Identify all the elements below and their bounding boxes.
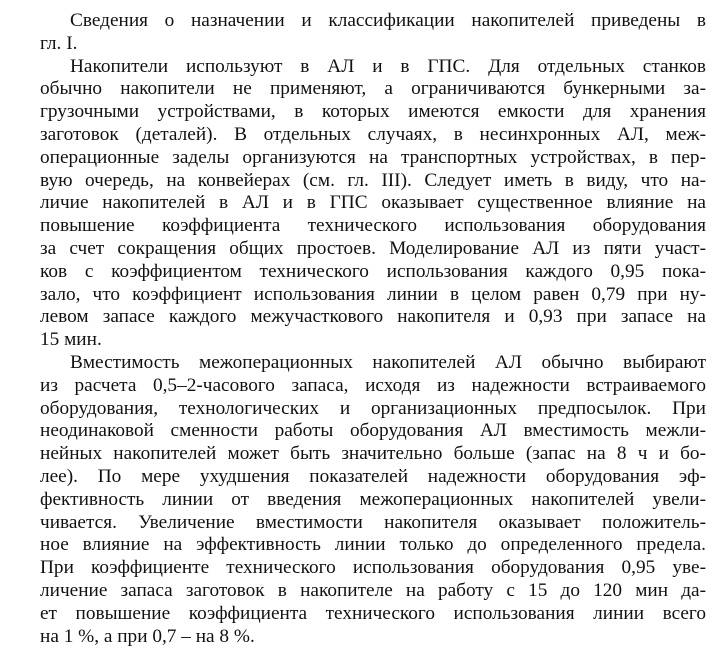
text-line: Накопители используют в АЛ и в ГПС. Для отдельных станков [70, 55, 706, 77]
text-line: левом запасе каждого межучасткового накопителя и 0,93 при запасе на [40, 306, 706, 328]
text-line: ное влияние на эффективность линии только до определенного предела. [40, 534, 706, 556]
text-line: на 1 %, а при 0,7 – на 8 %. [40, 625, 255, 647]
text-line: ет повышение коэффициента технического использования линии всего [40, 602, 706, 624]
text-line: личие накопителей в АЛ и в ГПС оказывает существенное влияние на [40, 192, 706, 214]
text-line: Вместимость межоперационных накопителей АЛ обычно выбирают [70, 351, 706, 373]
text-line: нейных накопителей может быть значительно больше (запас на 8 ч и бо- [40, 443, 706, 465]
text-line: повышение коэффициента технического использования оборудования [40, 215, 706, 237]
text-line: ков с коэффициентом технического использования каждого 0,95 пока- [40, 260, 706, 282]
text-line: зало, что коэффициент использования линии в целом равен 0,79 при ну- [40, 283, 706, 305]
paragraph-3 [40, 352, 706, 648]
text-line: за счет сокращения общих простоев. Моделирование АЛ из пяти участ- [40, 237, 706, 259]
text-line: личение запаса заготовок в накопителе на работу с 15 до 120 мин да- [40, 579, 706, 601]
text-line: чивается. Увеличение вместимости накопителя оказывает положитель- [40, 511, 706, 533]
text-line: оборудования, технологических и организационных предпосылок. При [40, 397, 706, 419]
text-line: Сведения о назначении и классификации накопителей приведены в [70, 10, 706, 31]
text-line: операционные заделы организуются на транспортных устройствах, в пер- [40, 146, 706, 168]
text-line: лее). По мере ухудшения показателей надежности оборудования эф- [40, 465, 706, 487]
paragraph-1 [40, 10, 706, 56]
text-line: обычно накопители не применяют, а ограничиваются бункерными за- [40, 78, 706, 100]
text-line: фективность линии от введения межоперационных накопителей увели- [40, 488, 706, 510]
text-line: гл. I. [40, 32, 78, 54]
text-line: неодинаковой сменности работы оборудования АЛ вместимость межли- [40, 420, 706, 442]
document-page [40, 10, 706, 648]
text-line: заготовок (деталей). В отдельных случаях, в несинхронных АЛ, меж- [40, 123, 706, 145]
text-line: При коэффициенте технического использования оборудования 0,95 уве- [40, 557, 706, 579]
paragraph-2 [40, 56, 706, 352]
text-line: грузочными устройствами, в которых имеются емкости для хранения [40, 101, 706, 123]
text-line: из расчета 0,5–2-часового запаса, исходя из надежности встраиваемого [40, 374, 706, 396]
text-line: вую очередь, на конвейерах (см. гл. III). Следует иметь в виду, что на- [40, 169, 706, 191]
text-line: 15 мин. [40, 329, 102, 351]
